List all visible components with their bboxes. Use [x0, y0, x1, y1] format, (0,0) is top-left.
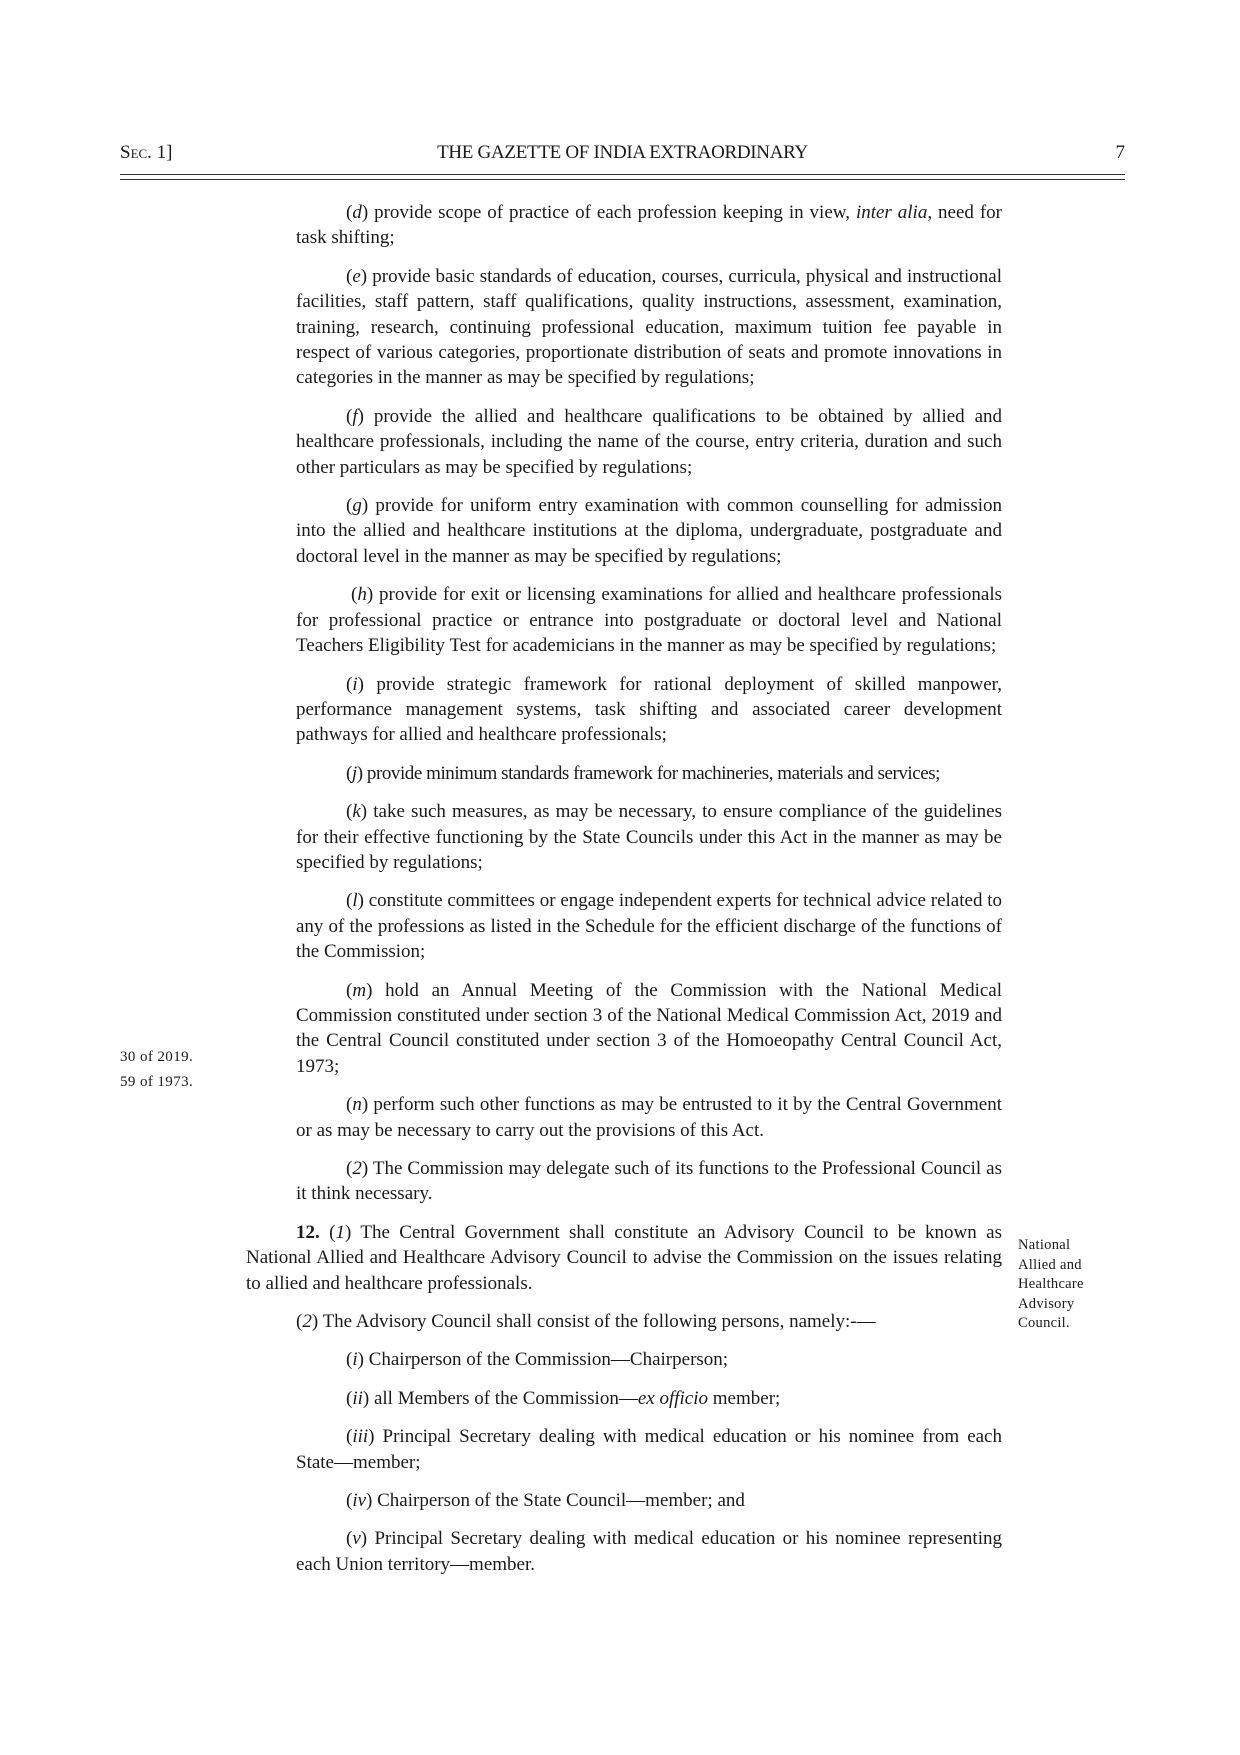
margin-note-section-12 — [1018, 1236, 1118, 1334]
subsection-2: (2) The Commission may delegate such of its functions to the Professional Council as it think necessary. — [296, 1158, 1002, 1205]
header-rule-bottom — [120, 179, 1125, 180]
margin-note-act-2019: 30 of 2019. — [120, 1049, 194, 1065]
section-12-sub-1: 12. (1) The Central Government shall constitute an Advisory Council to be known as National Allied and Healthcare Advisory Council to advise the Commission on the issues relating to allied and healthcare professionals. — [246, 1221, 1002, 1294]
clause-l: (l) constitute committees or engage independent experts for technical advice related to any of the professions as listed in the Schedule for the efficient discharge of the functions of the Commission; — [296, 890, 1002, 963]
clause-g: (g) provide for uniform entry examination with common counselling for admission into the allied and healthcare institutions at the diploma, undergraduate, postgraduate and doctoral level in the manner as may be specified by regulations; — [296, 495, 1002, 567]
document-body — [246, 200, 1002, 1590]
clause-j: (j) provide minimum standards framework for machineries, materials and services; — [346, 762, 941, 784]
clause-k: (k) take such measures, as may be necessary, to ensure compliance of the guidelines for their effective functioning by the State Councils under this Act in the manner as may be specified by regulations; — [296, 801, 1002, 873]
member-iv: (iv) Chairperson of the State Council—member; and — [346, 1490, 745, 1512]
clause-m: (m) hold an Annual Meeting of the Commission with the National Medical Commission constituted under section 3 of the National Medical Commission Act, 2019 and the Central Council constituted under section 3 of the Homoeopathy Central Council Act, 1973; — [296, 979, 1002, 1077]
margin-note-act-1973: 59 of 1973. — [120, 1074, 194, 1090]
clause-h: (h) provide for exit or licensing examinations for allied and healthcare professionals for professional practice or entrance into postgraduate or doctoral level and National Teachers Eligibility Test for academicians in the manner as may be specified by regulations; — [296, 584, 1002, 657]
margin-note-line: Council. — [1018, 1315, 1070, 1331]
member-i: (i) Chairperson of the Commission—Chairperson; — [346, 1349, 729, 1371]
member-v: (v) Principal Secretary dealing with medical education or his nominee representing each Union territory—member. — [296, 1528, 1002, 1575]
section-label: Sec. 1] — [120, 142, 173, 163]
margin-note-line: Allied and — [1018, 1256, 1082, 1273]
page-number: 7 — [1115, 142, 1125, 163]
header-rule-top — [120, 174, 1125, 175]
member-iii: (iii) Principal Secretary dealing with medical education or his nominee from each State—member; — [296, 1426, 1002, 1473]
clause-f: (f) provide the allied and healthcare qualifications to be obtained by allied and healthcare professionals, including the name of the course, entry criteria, duration and such other particulars as may be specified by regulations; — [296, 405, 1002, 478]
member-ii: (ii) all Members of the Commission—ex officio member; — [346, 1387, 781, 1409]
margin-note-line: National — [1018, 1237, 1071, 1253]
clause-e: (e) provide basic standards of education, courses, curricula, physical and instructional facilities, staff pattern, staff qualifications, quality instructions, assessment, examination, training, research, continuing professional education, maximum tuition fee payable in respect of various categories, proportionate distribution of seats and promote innovations in categories in the manner as may be specified by regulations; — [296, 265, 1002, 389]
clause-n: (n) perform such other functions as may be entrusted to it by the Central Government or as may be necessary to carry out the provisions of this Act. — [296, 1094, 1002, 1141]
gazette-title: THE GAZETTE OF INDIA EXTRAORDINARY — [437, 142, 808, 163]
clause-d: (d) provide scope of practice of each profession keeping in view, inter alia, need for task shifting; — [296, 202, 1002, 249]
margin-note-line: Healthcare — [1018, 1276, 1084, 1292]
section-12-sub-2: (2) The Advisory Council shall consist of the following persons, namely:-— — [296, 1311, 876, 1333]
section-number: 12. — [296, 1221, 320, 1243]
page-header — [120, 142, 1125, 172]
margin-note-line: Advisory — [1018, 1295, 1075, 1312]
clause-i: (i) provide strategic framework for rational deployment of skilled manpower, performance management systems, task shifting and associated career development pathways for allied and healthcare professionals; — [296, 673, 1002, 746]
